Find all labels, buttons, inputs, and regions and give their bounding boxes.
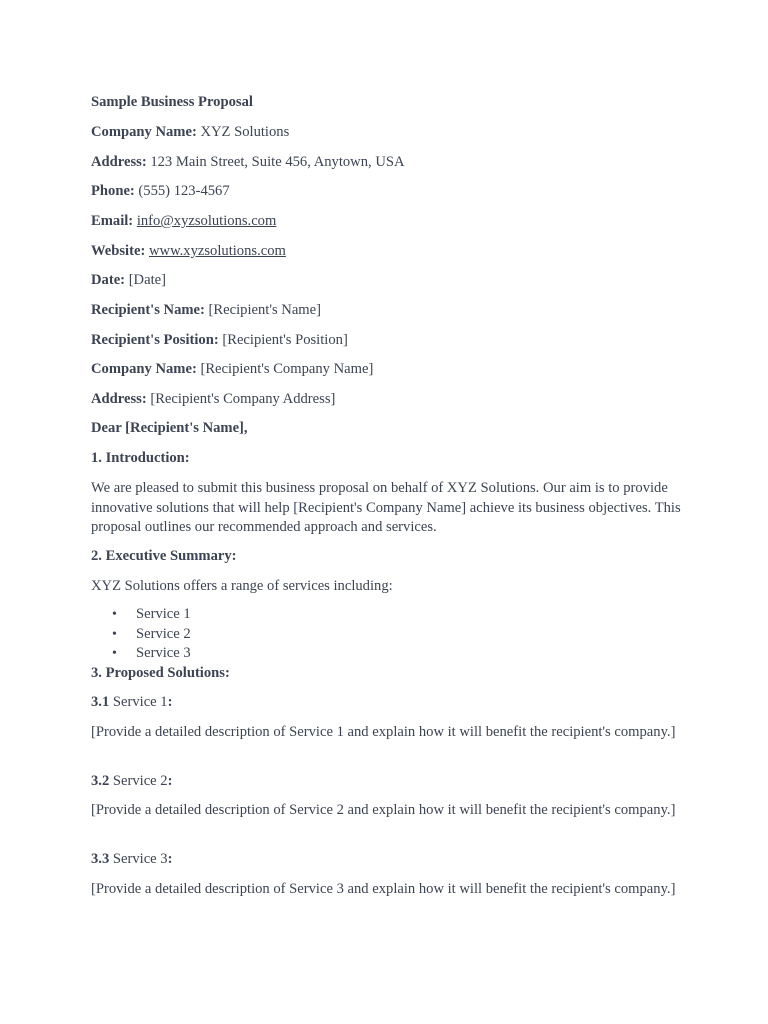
section-3-3-description: [Provide a detailed description of Service 3 and explain how it will benefit the recipient's company.] — [91, 881, 676, 897]
sender-phone-value: (555) 123-4567 — [134, 183, 230, 199]
recipient-name-label: Recipient's Name: — [91, 302, 205, 318]
website-link[interactable]: www.xyzsolutions.com — [148, 243, 286, 259]
salutation: Dear [Recipient's Name], — [91, 420, 248, 436]
recipient-name-value: [Recipient's Name] — [204, 302, 321, 318]
recipient-company-value: [Recipient's Company Name] — [196, 361, 374, 377]
sender-phone-line — [91, 182, 230, 201]
recipient-company-line — [91, 360, 373, 379]
executive-summary-body: XYZ Solutions offers a range of services including: — [91, 578, 393, 594]
date-value: [Date] — [125, 272, 166, 288]
document-title: Sample Business Proposal — [91, 94, 253, 110]
section-3-1-heading: 3.1 Service 1: — [91, 694, 173, 710]
sender-company-value: XYZ Solutions — [196, 124, 290, 140]
sender-phone-label: Phone: — [91, 183, 135, 199]
services-list — [91, 605, 191, 664]
recipient-address-line — [91, 390, 335, 409]
section-3-2-description: [Provide a detailed description of Service 2 and explain how it will benefit the recipient's company.] — [91, 802, 676, 818]
sender-website-label: Website: — [91, 243, 146, 259]
section-3-3-heading: 3.3 Service 3: — [91, 851, 173, 867]
bullet-icon: • — [112, 607, 117, 622]
section-3-2-heading: 3.2 Service 2: — [91, 773, 173, 789]
date-label: Date: — [91, 272, 126, 288]
recipient-address-label: Address: — [91, 391, 147, 407]
list-item: • Service 2 — [91, 625, 191, 645]
recipient-address-value: [Recipient's Company Address] — [146, 391, 336, 407]
list-item: • Service 1 — [91, 605, 191, 625]
sender-address-line — [91, 153, 405, 172]
proposed-solutions-heading: 3. Proposed Solutions: — [91, 665, 230, 681]
recipient-position-line — [91, 331, 348, 350]
date-line — [91, 271, 166, 290]
bullet-icon: • — [112, 646, 117, 661]
sender-website-line — [91, 242, 286, 261]
sender-address-value: 123 Main Street, Suite 456, Anytown, USA — [146, 154, 405, 170]
sender-email-label: Email: — [91, 213, 134, 229]
list-item: • Service 3 — [91, 644, 191, 664]
section-3-1-description: [Provide a detailed description of Service 1 and explain how it will benefit the recipient's company.] — [91, 724, 676, 740]
sender-email-line — [91, 212, 276, 231]
recipient-name-line — [91, 301, 321, 320]
introduction-heading: 1. Introduction: — [91, 450, 190, 466]
executive-summary-heading: 2. Executive Summary: — [91, 548, 237, 564]
bullet-icon: • — [112, 626, 117, 642]
email-link[interactable]: info@xyzsolutions.com — [136, 213, 277, 229]
recipient-position-value: [Recipient's Position] — [218, 332, 348, 348]
sender-company-label: Company Name: — [91, 124, 197, 140]
sender-address-label: Address: — [91, 154, 147, 170]
sender-company-line — [91, 123, 289, 142]
recipient-company-label: Company Name: — [91, 361, 197, 377]
introduction-body: We are pleased to submit this business proposal on behalf of XYZ Solutions. Our aim is to provide innovative solutions that will help [Recipient's Company Name] achieve its business objectives. This proposal outlines our recommended approach and services. — [91, 480, 681, 535]
recipient-position-label: Recipient's Position: — [91, 332, 219, 348]
